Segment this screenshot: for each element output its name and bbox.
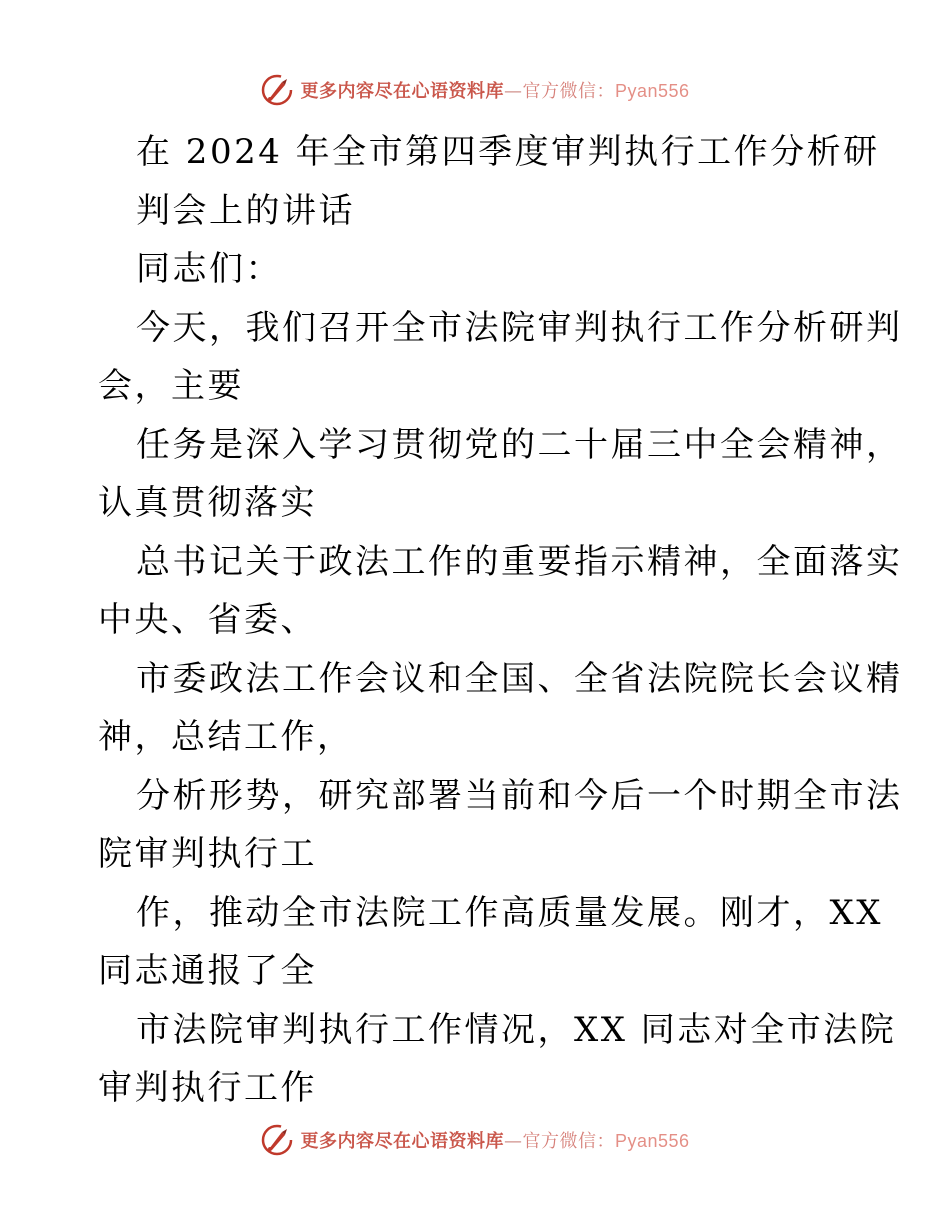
- text-line: 在 2024 年全市第四季度审判执行工作分析研: [136, 132, 880, 172]
- watermark-dash: —: [503, 1131, 523, 1152]
- text-line: 分析形势，研究部署当前和今后一个时期全市法: [136, 775, 903, 816]
- watermark-sub: 官方微信：: [522, 81, 615, 102]
- footer-watermark: [0, 1122, 950, 1158]
- watermark-dash: —: [503, 81, 523, 102]
- text-line: 同志们：: [136, 249, 282, 289]
- document-body: [98, 123, 903, 1118]
- watermark-wechat-id: Pyan556: [614, 81, 690, 101]
- watermark-text: [300, 77, 689, 103]
- watermark-main: 更多内容尽在心语资料库: [300, 81, 504, 102]
- text-line: 审判执行工作: [98, 1068, 317, 1108]
- quill-pen-logo-icon: [260, 73, 294, 107]
- text-line: 今天，我们召开全市法院审判执行工作分析研判: [136, 307, 903, 348]
- text-line: 作，推动全市法院工作高质量发展。刚才，XX: [136, 892, 883, 933]
- text-line: 院审判执行工: [98, 834, 317, 874]
- text-line: 任务是深入学习贯彻党的二十届三中全会精神，: [136, 424, 903, 465]
- text-line: 总书记关于政法工作的重要指示精神，全面落实: [136, 541, 903, 582]
- text-line: 会，主要: [98, 366, 244, 406]
- watermark-main: 更多内容尽在心语资料库: [300, 1131, 504, 1152]
- header-watermark: [0, 72, 950, 108]
- text-line: 同志通报了全: [98, 951, 317, 991]
- text-line: 市委政法工作会议和全国、全省法院院长会议精: [136, 658, 903, 699]
- text-line: 判会上的讲话: [136, 190, 355, 231]
- watermark-sub: 官方微信：: [522, 1131, 615, 1152]
- quill-pen-logo-icon: [260, 1123, 294, 1157]
- text-line: 认真贯彻落实: [98, 483, 317, 523]
- text-line: 神，总结工作，: [98, 717, 354, 757]
- watermark-text: [300, 1127, 689, 1153]
- text-line: 中央、省委、: [98, 600, 317, 640]
- watermark-wechat-id: Pyan556: [614, 1131, 690, 1151]
- text-line: 市法院审判执行工作情况，XX 同志对全市法院: [136, 1009, 897, 1050]
